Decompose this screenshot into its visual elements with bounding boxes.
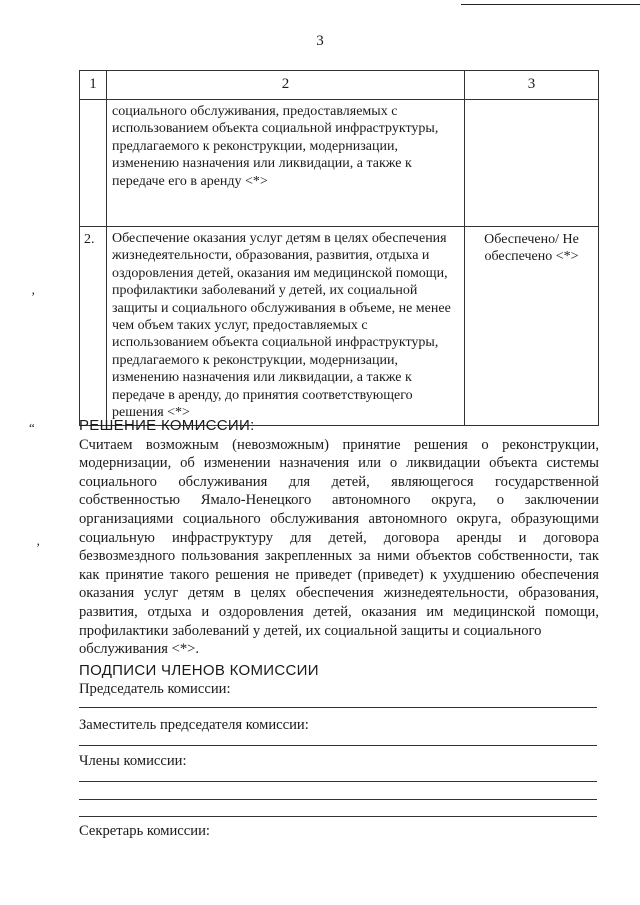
deputy-signature-line xyxy=(79,745,597,746)
signatures-section xyxy=(79,662,599,681)
table-header-col-3: 3 xyxy=(465,71,599,100)
top-rule xyxy=(461,4,640,5)
scan-mark: ’ xyxy=(36,540,41,555)
row-status xyxy=(465,100,599,227)
table-row xyxy=(80,227,599,426)
table-row xyxy=(80,100,599,227)
members-label: Члены комиссии: xyxy=(79,753,187,769)
table-header-col-2: 2 xyxy=(107,71,465,100)
member-signature-line xyxy=(79,781,597,782)
scan-mark: ’ xyxy=(31,289,36,304)
scan-mark: “ xyxy=(29,420,35,435)
table-header-row xyxy=(80,71,599,100)
requirements-table xyxy=(79,70,599,426)
chairman-label: Председатель комиссии: xyxy=(79,681,231,697)
member-signature-line xyxy=(79,799,597,800)
commission-decision xyxy=(79,417,599,659)
row-text: Обеспечение оказания услуг детям в целях обеспечения жизнедеятельности, образования, развития, отдыха и оздоровления детей, оказания им медицинской помощи, профилактики заболеваний у детей, их социальной защиты и социального обслуживания в объеме, не менее чем объем таких услуг, предоставляемых с использованием объекта социальной инфраструктуры, предлагаемого к реконструкции, модернизации, изменению назначения или ликвидации, а также к передаче в аренду, до принятия соответствующего решения <*> xyxy=(107,227,465,426)
signatures-title: ПОДПИСИ ЧЛЕНОВ КОМИССИИ xyxy=(79,662,319,679)
deputy-label: Заместитель председателя комиссии: xyxy=(79,717,309,733)
row-number xyxy=(80,100,107,227)
row-text: социального обслуживания, предоставляемых с использованием объекта социальной инфраструктуры, предлагаемого к реконструкции, модернизации, изменению назначения или ликвидации, а также к передаче его в аренду <*> xyxy=(107,100,465,227)
decision-title: РЕШЕНИЕ КОМИССИИ: xyxy=(79,417,255,434)
member-signature-line xyxy=(79,816,597,817)
row-number: 2. xyxy=(80,227,107,426)
chairman-signature-line xyxy=(79,707,597,708)
secretary-label: Секретарь комиссии: xyxy=(79,823,210,839)
decision-text: Считаем возможным (невозможным) принятие решения о реконструкции, модернизации, об изменении назначения или о ликвидации объекта системы социального обслуживания для детей, являющегося государственной собственностью Ямало-Ненецкого автономного округа, о заключении организациями социального обслуживания автономного округа, образующими социальную инфраструктуру для детей, договора аренды и договора безвозмездного пользования закрепленных за ними объектов собственности, так как принятие такого решения не приведет (приведет) к ухудшению обеспечения оказания услуг детям в целях обеспечения жизнедеятельности, образования, развития, отдыха и оздоровления детей, оказания им медицинской помощи, профилактики заболеваний у детей, их социальной защиты и социального xyxy=(79,436,599,639)
page-number: 3 xyxy=(316,33,324,49)
table-header-col-1: 1 xyxy=(80,71,107,100)
decision-text-last-line: обслуживания <*>. xyxy=(79,641,200,658)
row-status: Обеспечено/ Не обеспечено <*> xyxy=(465,227,599,426)
